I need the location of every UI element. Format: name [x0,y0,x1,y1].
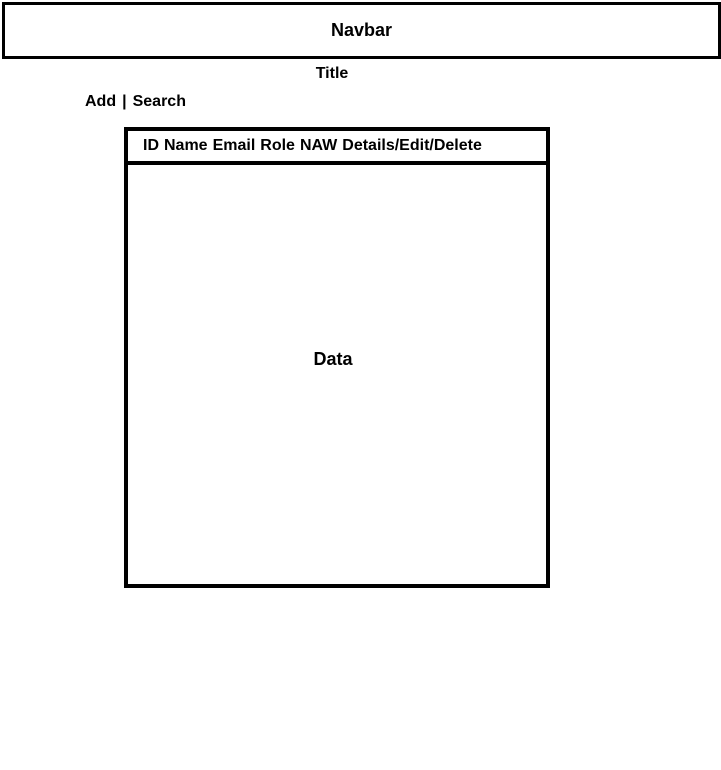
column-header-role: Role [260,137,295,154]
table-data-placeholder: Data [313,349,353,369]
column-header-name: Name [164,137,208,154]
column-header-email: Email [212,137,256,154]
action-separator: | [122,93,127,110]
column-header-naw: NAW [299,137,338,154]
navbar [2,2,721,59]
column-header-id: ID [143,137,159,154]
column-header-actions: Details/Edit/Delete [342,137,482,154]
search-link[interactable]: Search [132,93,186,110]
page-title: Title [315,65,349,82]
table-header [128,131,546,165]
add-link[interactable]: Add [85,93,117,110]
data-table [124,127,550,588]
navbar-label: Navbar [330,20,393,40]
action-links [85,93,186,111]
